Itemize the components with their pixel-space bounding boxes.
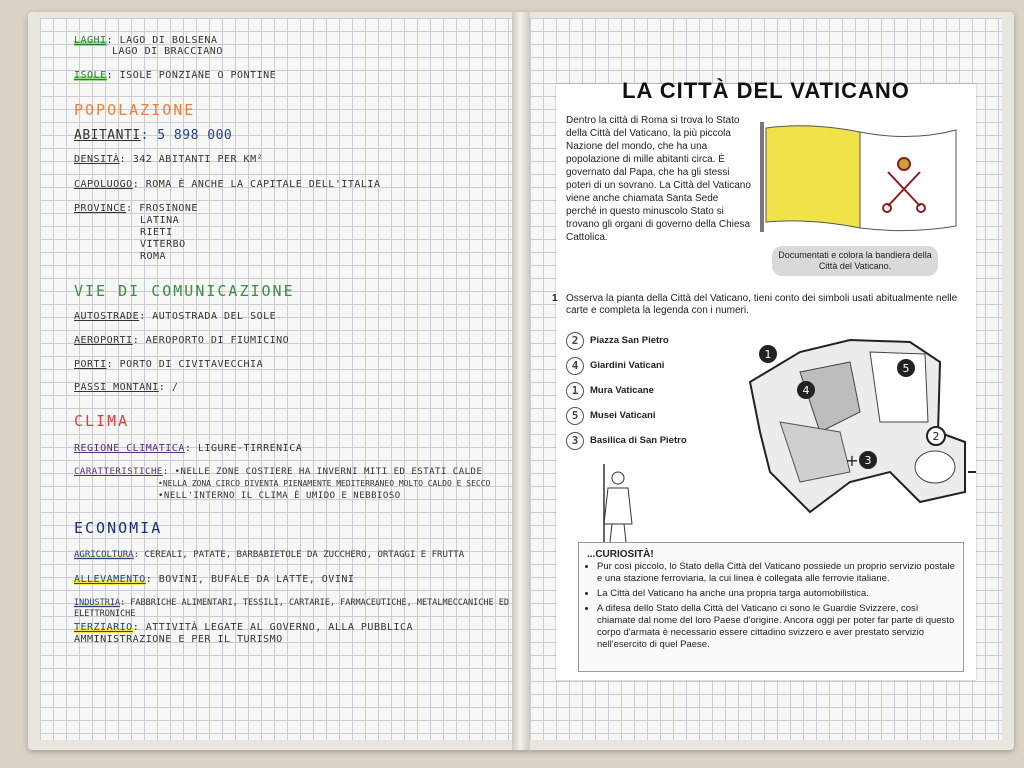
- abitanti-value: : 5 898 000: [140, 128, 233, 143]
- curiosita-box: [578, 542, 964, 672]
- curiosita-item: • Pur così piccolo, lo Stato della Città del Vaticano possiede un proprio servizio postale e una stazione ferroviaria, la cui linea è collegata alle ferrovie italiane.: [597, 561, 957, 585]
- capoluogo-label: CAPOLUOGO: [74, 179, 133, 190]
- popolazione-heading: POPOLAZIONE: [74, 101, 196, 119]
- clima-heading: CLIMA: [74, 412, 130, 430]
- province-item: LATINA: [140, 215, 180, 226]
- vatican-flag-drawing: [760, 122, 958, 232]
- map-marker-5: [897, 359, 915, 377]
- passi-value: : /: [158, 382, 179, 393]
- map-marker-5-label: 5: [902, 362, 910, 375]
- legend-label: Giardini Vaticani: [590, 360, 665, 371]
- legend-item: [566, 328, 736, 353]
- autostrade-value: : AUTOSTRADA DEL SOLE: [139, 311, 277, 322]
- allevamento-label: ALLEVAMENTO: [74, 574, 146, 585]
- porti-value: : PORTO DI CIVITAVECCHIA: [106, 359, 264, 370]
- clima-item: •NELLA ZONA CIRCO DIVENTA PIENAMENTE MEDITERRANEO MOLTO CALDO E SECCO: [158, 479, 491, 488]
- legend-label: Basilica di San Pietro: [590, 435, 687, 446]
- legend-item: [566, 353, 736, 378]
- isole-label: ISOLE: [74, 70, 107, 81]
- abitanti-label: ABITANTI: [74, 128, 141, 143]
- question-text: Osserva la pianta della Città del Vaticano, tieni conto dei simboli usati abitualmente nelle carte e completa la legenda con i numeri.: [566, 293, 958, 316]
- province-item: VITERBO: [140, 239, 186, 250]
- legend-item: [566, 403, 736, 428]
- clima-item: •NELL'INTERNO IL CLIMA È UMIDO E NEBBIOSO: [158, 491, 401, 501]
- curiosita-list: [583, 561, 957, 654]
- passi-label: PASSI MONTANI: [74, 382, 159, 393]
- question-number: 1: [552, 293, 558, 304]
- industria-value: : FABBRICHE ALIMENTARI, TESSILI, CARTARIE, FARMACEUTICHE, METALMECCANICHE ED ELETTRONICHE: [74, 598, 509, 619]
- legend-number: 1: [566, 382, 584, 400]
- map-legend: [566, 328, 736, 453]
- province-item: ROMA: [140, 251, 167, 262]
- terziario-label: TERZIARIO: [74, 622, 133, 633]
- map-marker-4-label: 4: [802, 384, 810, 397]
- legend-item: [566, 378, 736, 403]
- legend-item: [566, 428, 736, 453]
- agricoltura-value: : CEREALI, PATATE, BARBABIETOLE DA ZUCCHERO, ORTAGGI E FRUTTA: [133, 550, 465, 560]
- porti-label: PORTI: [74, 359, 107, 370]
- flag-caption: Documentati e colora la bandiera della Città del Vaticano.: [772, 246, 938, 276]
- economia-heading: ECONOMIA: [74, 519, 163, 537]
- map-marker-2-label: 2: [932, 430, 940, 443]
- curiosita-item: • A difesa dello Stato della Città del Vaticano ci sono le Guardie Svizzere, così chiamate dal nome del loro Paese d'origine. Ancora oggi per poter far parte di questo corpo d'armata è necessario essere cittadino svizzero e aver prestato servizio nell'esercito di quel Paese.: [597, 603, 957, 651]
- vie-heading: VIE DI COMUNICAZIONE: [74, 282, 295, 300]
- allevamento-value: : BOVINI, BUFALE DA LATTE, OVINI: [145, 574, 355, 585]
- legend-number: 4: [566, 357, 584, 375]
- map-marker-3-label: 3: [864, 454, 872, 467]
- clima-item: : •NELLE ZONE COSTIERE HA INVERNI MITI ED ESTATI CALDE: [162, 467, 483, 477]
- legend-label: Piazza San Pietro: [590, 335, 669, 346]
- province-item: : FROSINONE: [126, 203, 198, 214]
- autostrade-label: AUTOSTRADE: [74, 311, 140, 322]
- laghi-value-1: : LAGO DI BOLSENA: [106, 35, 218, 46]
- legend-number: 5: [566, 407, 584, 425]
- caratteristiche-label: CARATTERISTICHE: [74, 467, 163, 477]
- legend-number: 3: [566, 432, 584, 450]
- aeroporti-value: : AEROPORTO DI FIUMICINO: [132, 335, 290, 346]
- densita-value: : 342 ABITANTI PER KM²: [119, 154, 264, 165]
- map-marker-2: [927, 427, 945, 445]
- province-item: RIETI: [140, 227, 173, 238]
- notebook-spine: [512, 12, 530, 750]
- map-marker-4: [797, 381, 815, 399]
- vatican-worksheet: [552, 78, 976, 680]
- laghi-label: LAGHI: [74, 35, 107, 46]
- vatican-city-map: [740, 322, 976, 522]
- svg-text:+: +: [845, 451, 859, 470]
- worksheet-intro: Dentro la città di Roma si trova lo Stato della Città del Vaticano, la più piccola Nazione del mondo, che ha una popolazione di mille abitanti circa. È governato dal Papa, che ha gli stessi poteri di un sovrano. La Città del Vaticano viene anche chiamata Santa Sede perché in questo minuscolo Stato si trovano gli organi di governo della Chiesa Cattolica.: [566, 115, 751, 243]
- laghi-value-2: LAGO DI BRACCIANO: [112, 46, 223, 57]
- densita-label: DENSITÀ: [74, 154, 120, 165]
- province-label: PROVINCE: [74, 203, 127, 214]
- legend-label: Mura Vaticane: [590, 385, 654, 396]
- regione-value: : LIGURE-TIRRENICA: [184, 443, 303, 454]
- legend-number: 2: [566, 332, 584, 350]
- industria-label: INDUSTRIA: [74, 598, 121, 608]
- curiosita-title: ...CURIOSITÀ!: [587, 549, 654, 560]
- regione-label: REGIONE CLIMATICA: [74, 443, 185, 454]
- swiss-guard-drawing: [596, 464, 636, 544]
- worksheet-title: LA CITTÀ DEL VATICANO: [622, 78, 910, 103]
- isole-value: : ISOLE PONZIANE O PONTINE: [106, 70, 277, 81]
- map-marker-1: [759, 345, 777, 363]
- aeroporti-label: AEROPORTI: [74, 335, 133, 346]
- legend-label: Musei Vaticani: [590, 410, 656, 421]
- capoluogo-value: : ROMA È ANCHE LA CAPITALE DELL'ITALIA: [132, 179, 381, 190]
- curiosita-item: • La Città del Vaticano ha anche una propria targa automobilistica.: [597, 588, 957, 600]
- terziario-value: : ATTIVITÀ LEGATE AL GOVERNO, ALLA PUBBLICA AMMINISTRAZIONE E PER IL TURISMO: [74, 622, 414, 645]
- agricoltura-label: AGRICOLTURA: [74, 550, 134, 560]
- map-marker-1-label: 1: [764, 348, 772, 361]
